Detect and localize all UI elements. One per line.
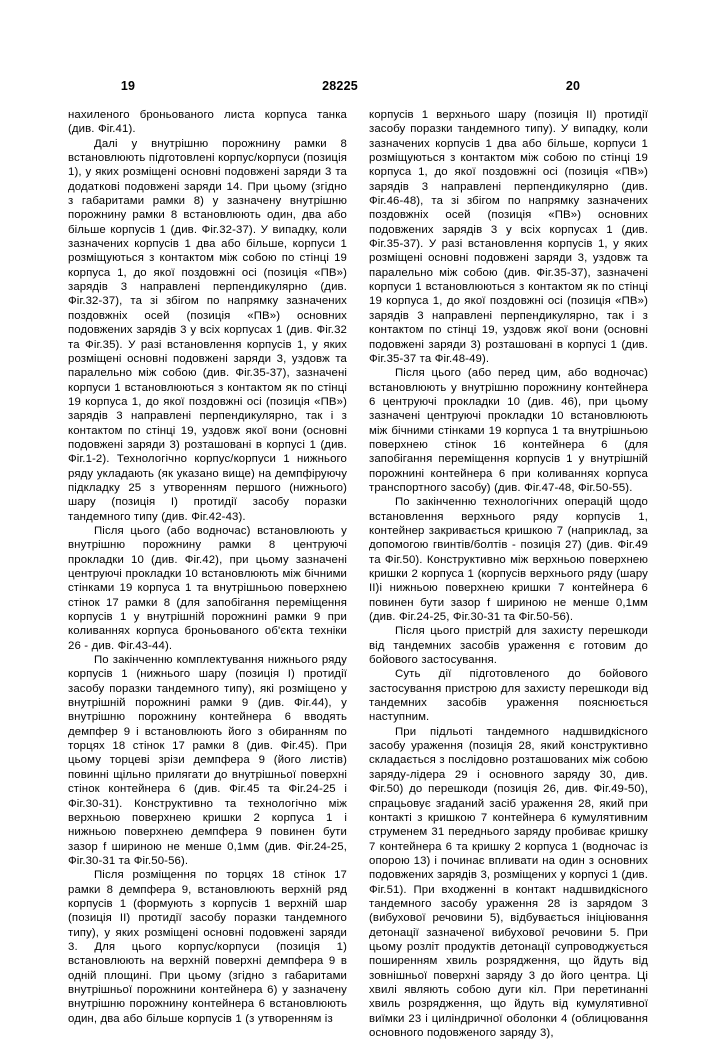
paragraph: Після цього пристрій для захисту перешкоди від тандемних засобів ураження є готовим до бойового застосування. xyxy=(369,625,648,667)
page-header xyxy=(68,79,648,95)
paragraph: Суть дії підготовленого до бойового застосування пристрою для захисту перешкоди від тандемних засобів ураження пояснюється наступним. xyxy=(369,668,648,724)
left-text-column xyxy=(68,108,347,1040)
two-column-body xyxy=(68,108,649,1040)
right-page-number: 20 xyxy=(565,79,581,93)
paragraph: Після цього (або перед цим, або водночас) встановлюють у внутрішню порожнину контейнера 6 центруючі прокладки 10 (див. 46), при цьому зазначені центруючі прокладки 10 встановлюють між бічними стінками 19 корпуса 1 та внутрішньою поверхнею стінок 16 контейнера 6 (для запобігання переміщення корпусів 1 у внутрішній порожнині контейнера 6 при коливаннях корпуса транспортного засобу) (див. Фіг.47-48, Фіг.50-55). xyxy=(369,367,648,494)
paragraph: Після цього (або водночас) встановлюють у внутрішню порожнину рамки 8 центруючі прокладки 10 (див. Фіг.42), при цьому зазначені центруючі прокладки 10 встановлюють між бічними стінками 19 корпуса 1 та внутрішньою поверхнею стінок 17 рамки 8 (для запобігання переміщення корпусів 1 у внутрішній порожнині рамки 9 при коливаннях корпуса броньованого об'єкта техніки 26 - див. Фіг.43-44). xyxy=(68,524,347,652)
right-text-column xyxy=(369,108,648,1040)
paragraph: нахиленого броньованого листа корпуса танка (див. Фіг.41). xyxy=(68,109,347,136)
paragraph: При підльоті тандемного надшвидкісного засобу ураження (позиція 28, який конструктивно складається з послідовно розташованих між собою заряду-лідера 29 і основного заряду 30, див. Фіг.50) до перешкоди (позиція 26, див. Фіг.49-50), спрацьовує згаданий засіб ураження 28, який при контакті з кришкою 7 контейнера 6 кумулятивним струменем 31 переднього заряду пробиває кришку 7 контейнера 6 та кришку 2 корпуса 1 (водночас із опорою 13) і починає впливати на один з основних подовжених зарядів 3, розміщених у корпусі 1 (див. Фіг.51). При входженні в контакт надшвидкісного тандемного засобу ураження 28 із зарядом 3 (вибухової речовини 5), відбувається ініціювання детонації зазначеної вибухової речовини 5. При цьому розліт продуктів детонації супроводжується поширенням хвиль розрядження, що йдуть від зовнішньої поверхні заряду 3 до його центра. Ці хвилі являють собою дуги кіл. При перетинанні хвиль розрядження, що йдуть від кумулятивної виїмки 23 і циліндричної оболонки 4 (облицювання основного подовженого заряду 3), xyxy=(369,725,648,1039)
paragraph: Після розміщення по торцях 18 стінок 17 рамки 8 демпфера 9, встановлюють верхній ряд корпусів 1 (формують з корпусів 1 верхній шар (позиція II) протидії засобу поразки тандемного типу), у яких розміщені основні подовжені заряди 3. Для цього корпус/корпуси (позиція 1) встановлюють на верхній поверхні демпфера 9 в одній площині. При цьому (згідно з габаритами внутрішньої порожнини контейнера 6) у зазначену внутрішню порожнину контейнера 6 встановлюють один, два або більше корпусів 1 (з утворенням із xyxy=(68,869,347,1025)
paragraph: По закінченню комплектування нижнього ряду корпусів 1 (нижнього шару (позиція I) протидії засобу поразки тандемного типу), які розміщено у внутрішній порожнині рамки 9 (див. Фіг.44), у внутрішню порожнину контейнера 6 вводять демпфер 9 і встановлюють його з обиранням по торцях 18 стінок 17 рамки 8 (див. Фіг.45). При цьому торцеві зрізи демпфера 9 (його листів) повинні щільно прилягати до внутрішньої поверхні стінок контейнера 6 (див. Фіг.45 та Фіг.24-25 і Фіг.30-31). Конструктивно та технологічно між верхньою поверхнею кришки 2 корпуса 1 і нижньою поверхнею демпфера 9 повинен бути зазор f шириною не менше 0,1мм (див. Фіг.24-25, Фіг.30-31 та Фіг.50-56). xyxy=(68,654,347,867)
paragraph: По закінченню технологічних операцій щодо встановлення верхнього ряду корпусів 1, контейнер закривається кришкою 7 (наприклад, за допомогою гвинтів/болтів - позиція 27) (див. Фіг.49 та Фіг.50). Конструктивно між верхньою поверхнею кришки 2 корпуса 1 (корпусів верхнього ряду (шару II)і нижньою поверхнею кришки 7 контейнера 6 повинен бути зазор f шириною не менше 0,1мм (див. Фіг.24-25, Фіг.30-31 та Фіг.50-56). xyxy=(369,496,648,624)
paragraph: Далі у внутрішню порожнину рамки 8 встановлюють підготовлені корпус/корпуси (позиція 1), у яких розміщені основні подовжені заряди 3 та додаткові подовжені заряди 14. При цьому (згідно з габаритами рамки 8) у зазначену внутрішню порожнину рамки 8 встановлюють один, два або більше корпусів 1 (див. Фіг.32-37). У випадку, коли зазначених корпусів 1 два або більше, корпуси 1 розміщуються з контактом між собою по стінці 19 корпуса 1, до якої поздовжні осі (позиція «ПВ») зарядів 3 направлені перпендикулярно (див. Фіг.32-37), та зі збігом по напрямку зазначених поздовжніх осей (позиція «ПВ») основних подовжених зарядів 3 у всіх корпусах 1 (див. Фіг.32 та Фіг.35). У разі встановлення корпусів 1, у яких розміщені основні подовжені заряди 3, уздовж та паралельно між собою (див. Фіг.35-37), зазначені корпуси 1 встановлюються з контактом як по стінці 19 корпуса 1, до якої поздовжні осі (позиція «ПВ») зарядів 3 направлені перпендикулярно, так і з контактом по стінці 19, уздовж якої вони (основні подовжені заряди 3) розташовані в корпусі 1 (див. Фіг.1-2). Технологічно корпус/корпуси 1 нижнього ряду укладають (як указано вище) на демпфіруючу підкладку 25 з утворенням першого (нижнього) шару (позиція I) протидії засобу поразки тандемного типу (див. Фіг.42-43). xyxy=(68,137,347,523)
paragraph: корпусів 1 верхнього шару (позиція II) протидії засобу поразки тандемного типу). У випадку, коли зазначених корпусів 1 два або більше, корпуси 1 розміщуються з контактом між собою по стінці 19 корпуса 1, до якої поздовжні осі (позиція «ПВ») зарядів 3 направлені перпендикулярно (див. Фіг.46-48), та зі збігом по напрямку зазначених поздовжніх осей (позиція «ПВ») основних подовжених зарядів 3 у всіх корпусах 1 (див. Фіг.35-37). У разі встановлення корпусів 1, у яких розміщені основні подовжені заряди 3, уздовж та паралельно між собою (див. Фіг.35-37), зазначені корпуси 1 встановлюються з контактом як по стінці 19 корпуса 1, до якої поздовжні осі (позиція «ПВ») зарядів 3 направлені перпендикулярно, так і з контактом по стінці 19, уздовж якої вони (основні подовжені заряди 3) розташовані в корпусі 1 (див. Фіг.35-37 та Фіг.48-49). xyxy=(369,109,648,365)
document-number: 28225 xyxy=(322,79,358,93)
left-page-number: 19 xyxy=(120,79,136,93)
